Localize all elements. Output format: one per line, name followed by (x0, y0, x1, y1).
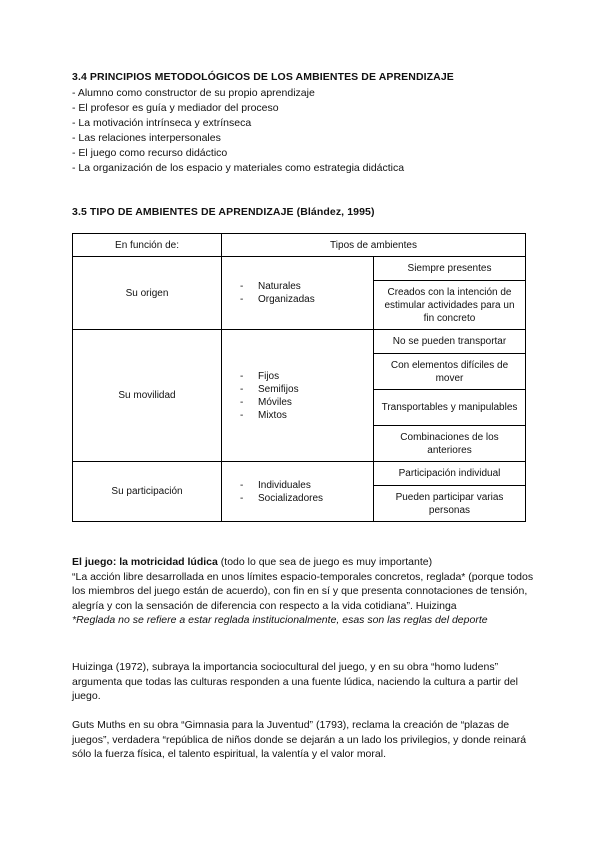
table-row (73, 330, 526, 354)
type-item: - Mixtos (240, 409, 369, 422)
environment-types-table (72, 233, 526, 522)
criterion-cell: Su movilidad (73, 330, 222, 462)
paragraph-huizinga: Huizinga (1972), subraya la importancia sociocultural del juego, y en su obra “homo ludens” argumenta que todas las culturas responden a una fuente lúdica, naciendo la cultura a partir del juego. (72, 661, 518, 702)
list-item: - La organización de los espacio y materiales como estrategia didáctica (72, 162, 405, 174)
reglada-note: *Reglada no se refiere a estar reglada institucionalmente, esas son las reglas del deporte (72, 614, 488, 626)
types-cell (222, 462, 374, 522)
types-cell (222, 257, 374, 330)
type-item: - Naturales (240, 280, 369, 293)
environment-cell: Transportables y manipulables (374, 390, 526, 426)
table-row (73, 462, 526, 486)
type-item: - Organizadas (240, 293, 369, 306)
list-item: - Alumno como constructor de su propio aprendizaje (72, 87, 315, 99)
table-row (73, 257, 526, 281)
juego-heading (72, 555, 542, 570)
type-item: - Socializadores (240, 492, 369, 505)
principles-list (72, 86, 404, 176)
environment-cell: Creados con la intención de estimular actividades para un fin concreto (374, 281, 526, 330)
type-item: - Móviles (240, 396, 369, 409)
environment-cell: Con elementos difíciles de mover (374, 354, 526, 390)
table-header-row (73, 234, 526, 257)
header-types: Tipos de ambientes (222, 234, 526, 257)
list-item: - La motivación intrínseca y extrínseca (72, 117, 252, 129)
list-item: - El juego como recurso didáctico (72, 147, 228, 159)
paragraph-guts-muths: Guts Muths en su obra “Gimnasia para la Juventud” (1793), reclama la creación de “plazas de juegos”, verdadera “república de niños donde se dejarán a un lado los privilegios, y donde reinará sólo la fuerza física, el talento espiritual, la valentía y el valor moral. (72, 719, 527, 760)
type-item: - Individuales (240, 479, 369, 492)
juego-heading-bold: El juego: la motricidad lúdica (72, 556, 218, 568)
criterion-cell: Su participación (73, 462, 222, 522)
types-cell (222, 330, 374, 462)
environment-cell: Combinaciones de los anteriores (374, 426, 526, 462)
juego-heading-rest: (todo lo que sea de juego es muy importante) (217, 556, 433, 568)
list-item: - Las relaciones interpersonales (72, 132, 221, 144)
header-criterion: En función de: (73, 234, 222, 257)
criterion-cell: Su origen (73, 257, 222, 330)
huizinga-quote: “La acción libre desarrollada en unos límites espacio-temporales concretos, reglada* (porque todos los miembros del juego están de acuerdo), con fin en sí y que presenta connotaciones de tensión, alegría y con la sensación de diferencia con respecto a la vida cotidiana”. Huizinga (72, 570, 534, 612)
juego-block (72, 555, 542, 628)
section-35-title: 3.5 TIPO DE AMBIENTES DE APRENDIZAJE (Blández, 1995) (72, 206, 375, 218)
type-item: - Semifijos (240, 383, 369, 396)
environment-cell: Siempre presentes (374, 257, 526, 281)
environment-cell: Pueden participar varias personas (374, 486, 526, 522)
section-34-title: 3.4 PRINCIPIOS METODOLÓGICOS DE LOS AMBIENTES DE APRENDIZAJE (72, 71, 454, 83)
environment-cell: No se pueden transportar (374, 330, 526, 354)
type-item: - Fijos (240, 370, 369, 383)
list-item: - El profesor es guía y mediador del proceso (72, 102, 279, 114)
environment-cell: Participación individual (374, 462, 526, 486)
